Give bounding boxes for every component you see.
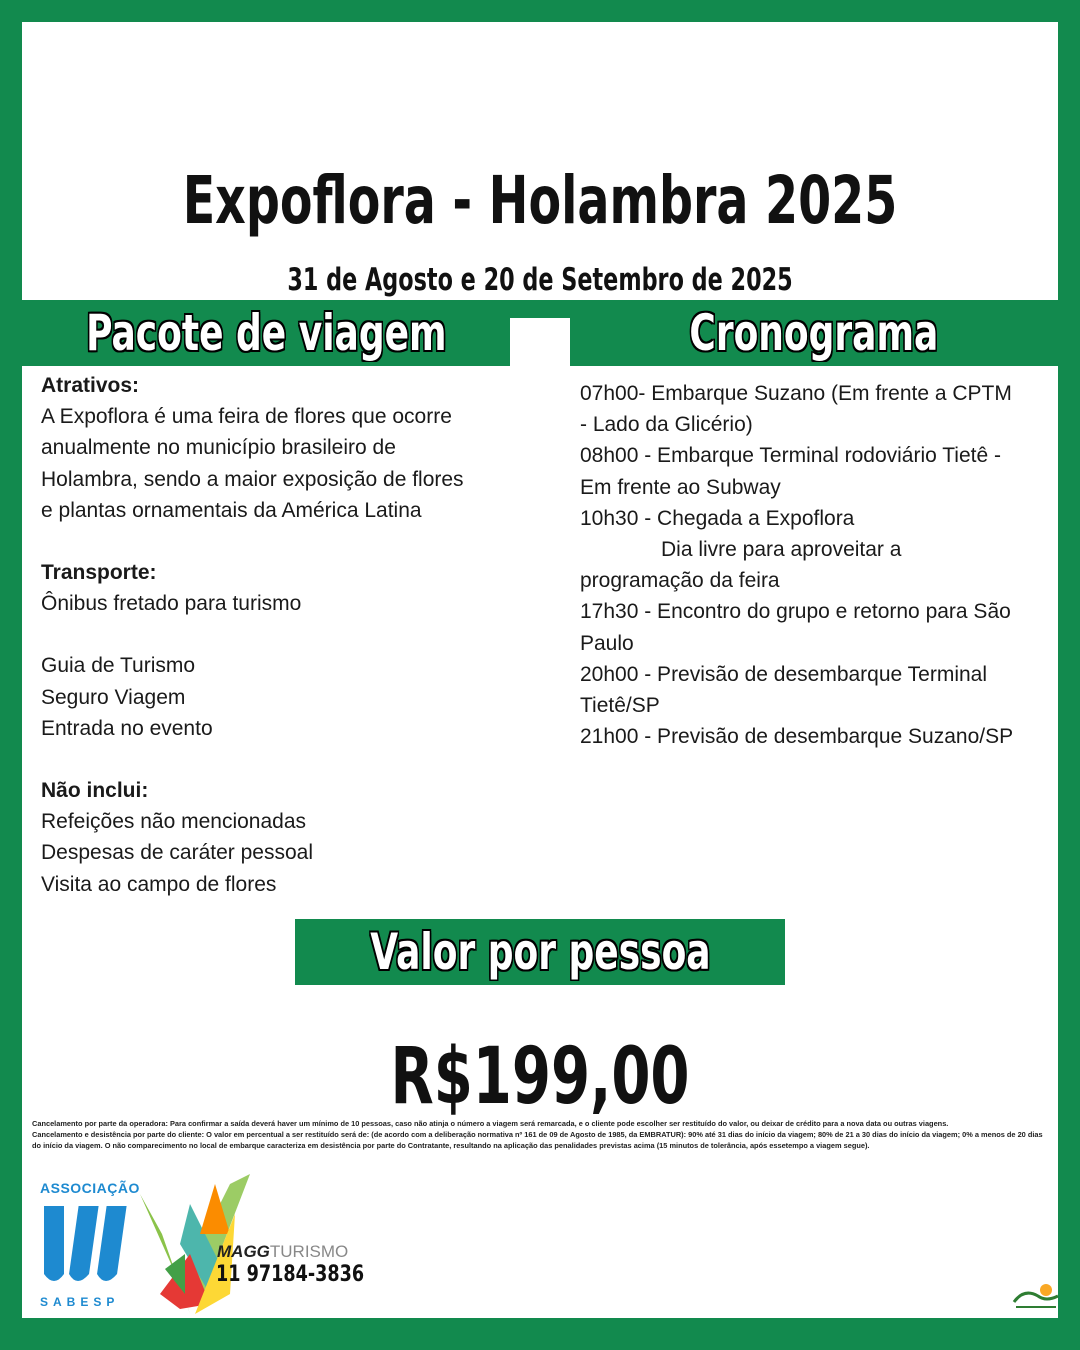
schedule-line: 17h30 - Encontro do grupo e retorno para São — [580, 600, 1011, 624]
atrativos-heading: Atrativos: — [41, 374, 140, 397]
fine-print-line: Cancelamento e desistência por parte do cliente: O valor em percentual a ser restituído será de: (de acordo com a deliberação normativa nº 161 de 09 de Agosto de 1985, da EMBRATUR): 90% até 31 dias do início da viagem; 80% de 21 a 30 dias do início da viagem; 0% a menos de 20 dias do início da viagem. O não comparecimento no local de embarque caracteriza em desistência por parte do Contratante, resultando na aplicação das penalidades previstas acima (15 minutos de tolerância, após essetempo a viagem segue). — [32, 1130, 1043, 1150]
assoc-logo-bottom: SABESP — [40, 1295, 120, 1309]
assoc-logo-top: ASSOCIAÇÃO — [40, 1180, 140, 1196]
atrativos-line: Holambra, sendo a maior exposição de flores — [41, 467, 464, 491]
atrativos-line: A Expoflora é uma feira de flores que ocorre — [41, 405, 452, 429]
price-value: R$199,00 — [390, 1032, 690, 1122]
fine-print-line: Cancelamento por parte da operadora: Para confirmar a saída deverá haver um mínimo de 10 pessoas, caso não atinja o número a viagem será remarcada, e o cliente pode escolher ser restituído do valor, ou deixar de crédito para a nova data ou outras viagens. — [32, 1119, 949, 1128]
fine-print — [32, 1118, 1052, 1151]
event-dates: 31 de Agosto e 20 de Setembro de 2025 — [287, 262, 793, 298]
schedule-line: Dia livre para aproveitar a — [661, 538, 902, 562]
schedule-line: programação da feira — [580, 569, 780, 593]
schedule-title: Cronograma — [689, 304, 939, 362]
solar-paradiso-logo-icon — [1012, 1282, 1060, 1312]
magg-bold: MAGG — [217, 1242, 270, 1261]
schedule-line: 07h00- Embarque Suzano (Em frente a CPTM — [580, 382, 1012, 405]
price-banner — [295, 919, 785, 985]
nao-inclui-heading: Não inclui: — [41, 779, 149, 803]
transporte-heading: Transporte: — [41, 561, 157, 585]
schedule-line: Tietê/SP — [580, 694, 660, 718]
schedule-banner — [570, 300, 1058, 366]
schedule-line: Paulo — [580, 631, 634, 655]
atrativos-line: e plantas ornamentais da América Latina — [41, 498, 422, 522]
schedule-line: 20h00 - Previsão de desembarque Terminal — [580, 662, 988, 686]
transporte-line: Ônibus fretado para turismo — [41, 592, 302, 616]
package-banner — [22, 300, 510, 366]
schedule-line: - Lado da Glicério) — [580, 413, 753, 437]
excluded-item: Despesas de caráter pessoal — [41, 841, 313, 865]
schedule-line: 10h30 - Chegada a Expoflora — [580, 506, 855, 530]
sabesp-stripes-icon — [40, 1196, 132, 1288]
schedule-line: 08h00 - Embarque Terminal rodoviário Tietê - — [580, 444, 1001, 468]
schedule-line: Em frente ao Subway — [580, 475, 781, 499]
magg-brand-name — [217, 1242, 348, 1262]
included-item: Guia de Turismo — [41, 654, 196, 678]
included-item: Seguro Viagem — [41, 685, 186, 709]
price-title: Valor por pessoa — [369, 923, 711, 981]
schedule-line: 21h00 - Previsão de desembarque Suzano/SP — [580, 725, 1014, 749]
excluded-item: Visita ao campo de flores — [41, 872, 277, 896]
magg-light: TURISMO — [269, 1242, 349, 1261]
schedule-list — [580, 378, 1058, 752]
flyer-panel — [22, 22, 1058, 1318]
package-details — [41, 370, 511, 900]
package-title: Pacote de viagem — [85, 304, 447, 362]
atrativos-line: anualmente no município brasileiro de — [41, 436, 396, 460]
included-item: Entrada no evento — [41, 716, 213, 740]
contact-phone: 11 97184-3836 — [216, 1262, 365, 1287]
page-title: Expoflora - Holambra 2025 — [182, 162, 898, 239]
associacao-sabesp-logo — [40, 1180, 140, 1310]
excluded-item: Refeições não mencionadas — [41, 810, 307, 834]
